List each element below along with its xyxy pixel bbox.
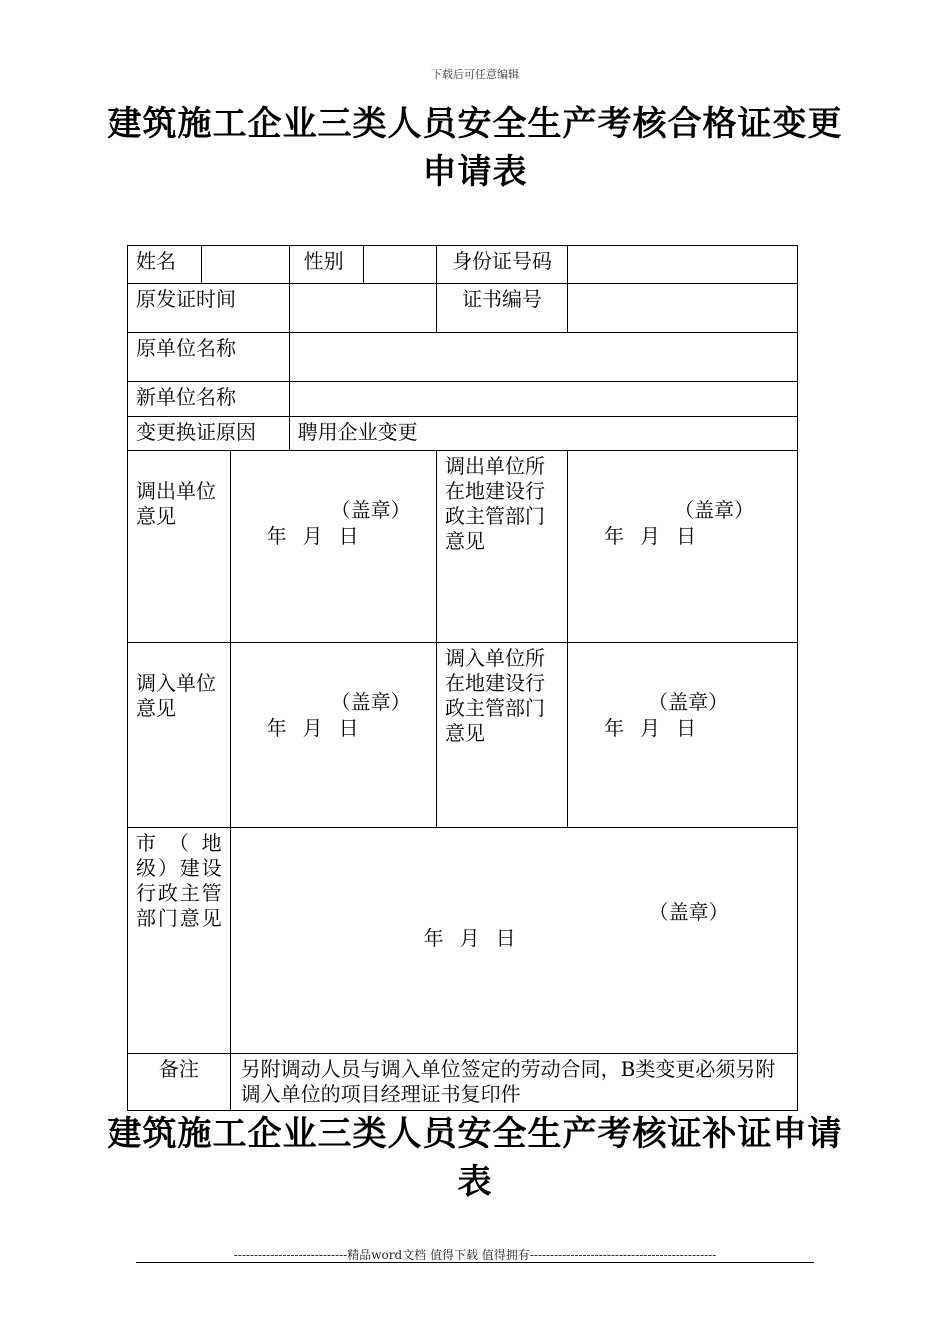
id-number-field[interactable] [568,246,798,284]
in-dept-opinion-field[interactable] [568,643,798,828]
date-month: 月 [302,524,323,548]
change-application-form [127,245,798,1111]
seal-text: （盖章） [674,498,755,522]
seal-text: （盖章） [330,690,411,714]
id-number-label: 身份证号码 [437,246,568,284]
remarks-label: 备注 [128,1054,231,1111]
date-day: 日 [676,716,697,740]
date-line [267,716,375,741]
seal-text: （盖章） [648,690,729,714]
form-title: 建筑施工企业三类人员安全生产考核合格证变更申请表 [107,104,843,192]
date-day: 日 [338,524,359,548]
old-unit-label: 原单位名称 [128,333,290,382]
name-label: 姓名 [128,246,202,284]
cert-number-label: 证书编号 [437,284,568,333]
date-year: 年 [266,524,287,548]
issue-time-label: 原发证时间 [128,284,290,333]
footer-divider [136,1262,814,1263]
out-dept-opinion-field[interactable] [568,451,798,643]
out-dept-opinion-label: 调出单位所在地建设行政主管部门意见 [437,451,568,643]
date-year: 年 [423,926,444,950]
out-unit-opinion-field[interactable] [230,451,436,643]
date-month: 月 [459,926,480,950]
in-dept-opinion-label: 调入单位所在地建设行政主管部门意见 [437,643,568,828]
date-year: 年 [604,716,625,740]
in-unit-opinion-label: 调入单位意见 [128,643,231,828]
date-line [604,524,712,549]
date-month: 月 [640,524,661,548]
date-year: 年 [266,716,287,740]
new-unit-field[interactable] [289,382,797,417]
city-dept-opinion-label: 市（地级）建设行政主管部门意见 [128,828,231,1054]
old-unit-field[interactable] [289,333,797,382]
cert-number-field[interactable] [568,284,798,333]
header-note: 下载后可任意编辑 [431,68,519,81]
issue-time-field[interactable] [289,284,436,333]
date-day: 日 [676,524,697,548]
date-line [424,926,532,951]
second-form-title: 建筑施工企业三类人员安全生产考核证补证申请表 [107,1114,843,1202]
date-year: 年 [604,524,625,548]
date-day: 日 [338,716,359,740]
date-month: 月 [640,716,661,740]
change-reason-label: 变更换证原因 [128,417,290,451]
out-unit-opinion-label: 调出单位意见 [128,451,231,643]
date-line [267,524,375,549]
gender-label: 性别 [289,246,363,284]
change-reason-value: 聘用企业变更 [289,417,797,451]
new-unit-label: 新单位名称 [128,382,290,417]
seal-text: （盖章） [648,900,729,924]
date-month: 月 [302,716,323,740]
in-unit-opinion-field[interactable] [230,643,436,828]
seal-text: （盖章） [330,498,411,522]
gender-field[interactable] [363,246,436,284]
footer-text: ----------------------------精品word文档 值得下载 值得拥有---------------------------------------------- [233,1248,717,1262]
date-day: 日 [495,926,516,950]
date-line [604,716,712,741]
city-dept-opinion-field[interactable] [230,828,797,1054]
name-field[interactable] [202,246,289,284]
remarks-value: 另附调动人员与调入单位签定的劳动合同，B类变更必须另附调入单位的项目经理证书复印件 [230,1054,797,1111]
